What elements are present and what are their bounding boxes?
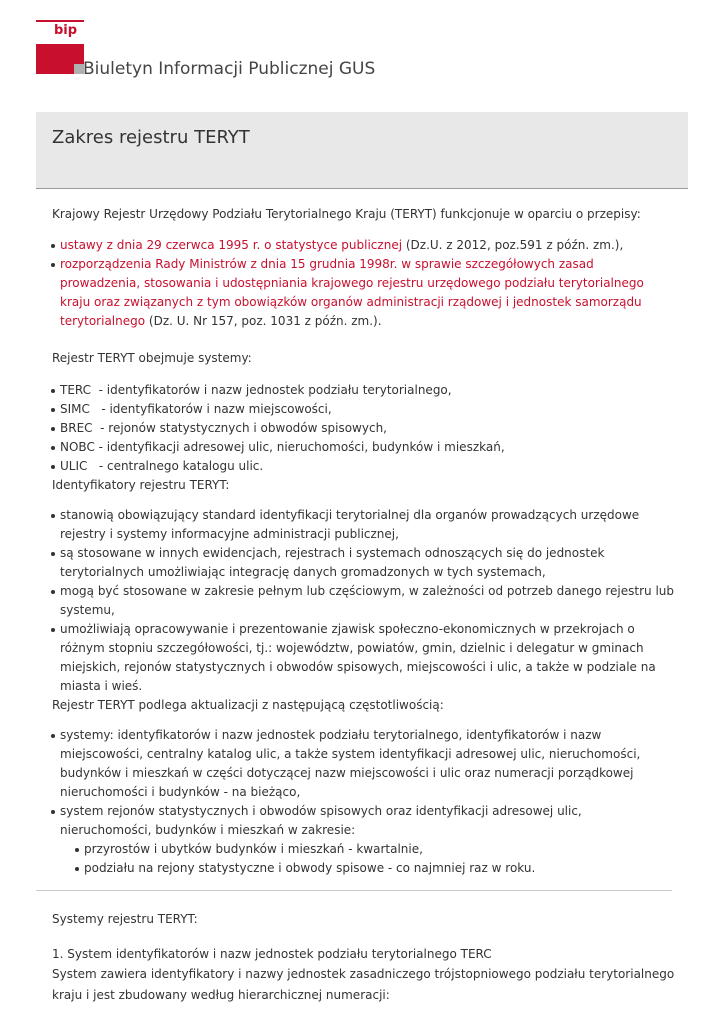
section-text: System zawiera identyfikatory i nazwy jednostek zasadniczego trójstopniowego podziału terytorialnego kraju i jest zbudowany według hierarchicznej numeracji: <box>52 967 675 1002</box>
page-title: Zakres rejestru TERYT <box>52 127 250 148</box>
law-link[interactable]: ustawy z dnia 29 czerwca 1995 r. o statystyce publicznej <box>60 238 403 252</box>
list-item <box>52 236 676 255</box>
site-title[interactable]: Biuletyn Informacji Publicznej GUS <box>83 59 376 79</box>
ids-intro: Identyfikatory rejestru TERYT: <box>52 478 230 492</box>
list-item <box>52 255 676 331</box>
list-item: przyrostów i ubytków budynków i mieszkań - kwartalnie, <box>76 840 676 859</box>
list-item-text: system rejonów statystycznych i obwodów spisowych oraz identyfikacji adresowej ulic, nieruchomości, budynków i mieszkań w zakresie: <box>60 804 582 837</box>
updates-list <box>52 726 676 878</box>
intro-text: Krajowy Rejestr Urzędowy Podziału Terytorialnego Kraju (TERYT) funkcjonuje w oparciu o przepisy: <box>52 207 641 221</box>
page-title-band <box>36 112 688 189</box>
logo[interactable] <box>36 20 84 76</box>
law-link[interactable]: rozporządzenia Rady Ministrów z dnia 15 grudnia 1998r. w sprawie szczegółowych zasad prowadzenia, stosowania i udostępniania krajowego rejestru urzędowego podziału terytorialnego kraju oraz związanych z tym obowiązków organów administracji rządowej i jednostek samorządu terytorialnego <box>60 257 644 328</box>
list-item: systemy: identyfikatorów i nazw jednostek podziału terytorialnego, identyfikatorów i nazw miejscowości, centralny katalog ulic, a także system identyfikacji adresowej ulic, nieruchomości, budynków i mieszkań w części dotyczącej nazw miejscowości i ulic oraz numeracji porządkowej nieruchomości i budynków - na bieżąco, <box>52 726 676 802</box>
list-item: podziału na rejony statystyczne i obwody spisowe - co najmniej raz w roku. <box>76 859 676 878</box>
law-citation: (Dz. U. Nr 157, poz. 1031 z późn. zm.). <box>145 314 382 328</box>
systems-list-title: Systemy rejestru TERYT: <box>52 912 198 926</box>
list-item: mogą być stosowane w zakresie pełnym lub częściowym, w zależności od potrzeb danego rejestru lub systemu, <box>52 582 676 620</box>
list-item: stanowią obowiązujący standard identyfikacji terytorialnej dla organów prowadzących urzędowe rejestry i systemy informacyjne administracji publicznej, <box>52 506 676 544</box>
logo-text: bip <box>54 23 78 38</box>
update-intro: Rejestr TERYT podlega aktualizacji z następującą częstotliwością: <box>52 698 444 712</box>
divider <box>36 890 672 891</box>
section-heading: 1. System identyfikatorów i nazw jednostek podziału terytorialnego TERC <box>52 947 492 961</box>
list-item <box>52 802 676 878</box>
systems-list <box>52 381 676 476</box>
list-item: ULIC - centralnego katalogu ulic. <box>52 457 676 476</box>
article-content <box>52 205 676 1006</box>
list-item: są stosowane w innych ewidencjach, rejestrach i systemach odnoszących się do jednostek terytorialnych umożliwiając integrację danych gromadzonych w tych systemach, <box>52 544 676 582</box>
systems-intro: Rejestr TERYT obejmuje systemy: <box>52 351 252 365</box>
logo-top-line <box>36 20 84 22</box>
list-item: TERC - identyfikatorów i nazw jednostek podziału terytorialnego, <box>52 381 676 400</box>
list-item: NOBC - identyfikacji adresowej ulic, nieruchomości, budynków i mieszkań, <box>52 438 676 457</box>
list-item: SIMC - identyfikatorów i nazw miejscowości, <box>52 400 676 419</box>
update-sublist <box>76 840 676 878</box>
list-item: BREC - rejonów statystycznych i obwodów spisowych, <box>52 419 676 438</box>
law-citation: (Dz.U. z 2012, poz.591 z późn. zm.), <box>402 238 624 252</box>
list-item: umożliwiają opracowywanie i prezentowanie zjawisk społeczno-ekonomicznych w przekrojach o różnym stopniu szczegółowości, tj.: województw, powiatów, gmin, dzielnic i delegatur w gminach miejskich, rejonów statystycznych i obwodów spisowych, miejscowości i ulic, a także w podziale na miasta i wieś. <box>52 620 676 696</box>
ids-list <box>52 506 676 696</box>
laws-list <box>52 236 676 331</box>
